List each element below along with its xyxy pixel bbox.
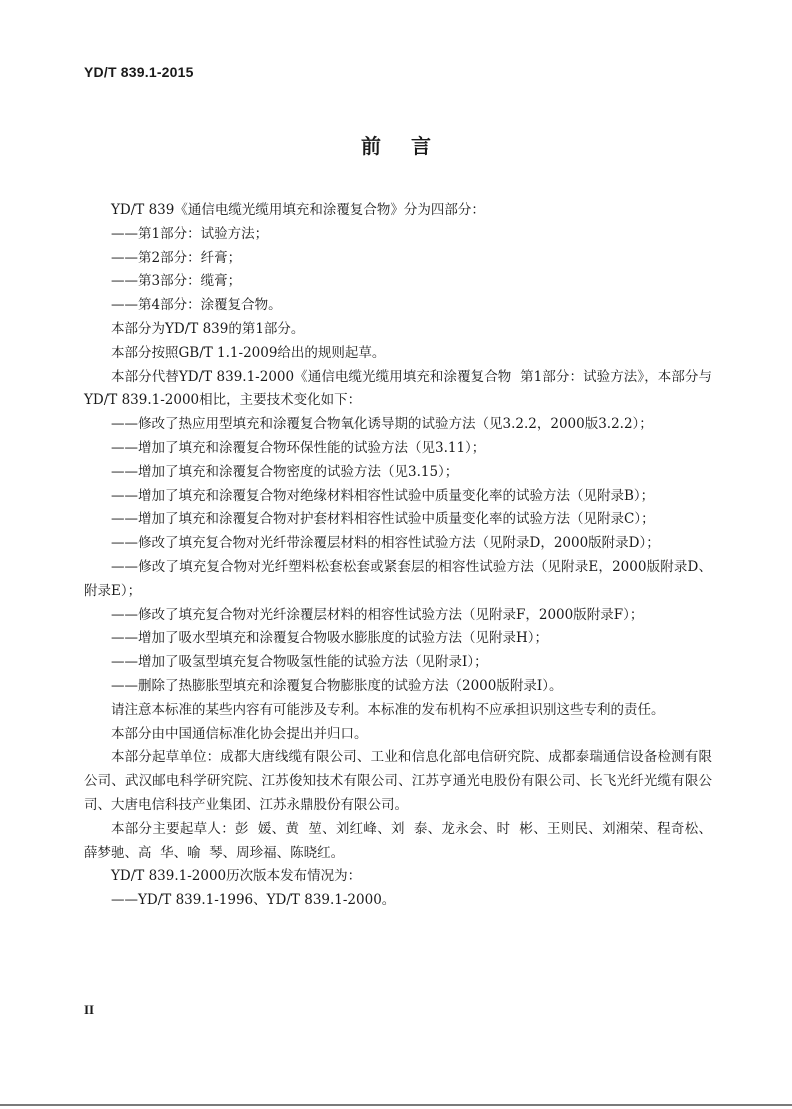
list-item: ——增加了吸水型填充和涂覆复合物吸水膨胀度的试验方法（见附录H）； <box>111 630 549 647</box>
page-number: II <box>84 1002 95 1017</box>
list-item: ——修改了填充复合物对光纤塑料松套松套或紧套层的相容性试验方法（见附录E，2000版附录D、附录E）； <box>84 558 712 599</box>
list-item: ——增加了填充和涂覆复合物对护套材料相容性试验中质量变化率的试验方法（见附录C）； <box>111 511 655 528</box>
paragraph: 本部分按照GB/T 1.1-2009给出的规则起草。 <box>111 344 386 361</box>
list-item: ——增加了吸氢型填充复合物吸氢性能的试验方法（见附录I）； <box>111 654 488 671</box>
list-item: ——第2部分：纤膏； <box>111 249 242 266</box>
paragraph: 请注意本标准的某些内容有可能涉及专利。本标准的发布机构不应承担识别这些专利的责任。 <box>111 701 665 718</box>
paragraph: YD/T 839.1-2000历次版本发布情况为： <box>111 868 362 885</box>
foreword-body <box>84 199 712 913</box>
page-title: 前言 <box>361 134 461 158</box>
paragraph: 本部分由中国通信标准化协会提出并归口。 <box>111 725 368 742</box>
document-code: YD/T 839.1-2015 <box>84 64 194 80</box>
paragraph: 本部分代替YD/T 839.1-2000《通信电缆光缆用填充和涂覆复合物 第1部分：试验方法》，本部分与YD/T 839.1-2000相比，主要技术变化如下： <box>84 368 712 409</box>
list-item: ——第1部分：试验方法； <box>111 225 269 242</box>
list-item: ——YD/T 839.1-1996、YD/T 839.1-2000。 <box>111 892 396 909</box>
list-item: ——第4部分：涂覆复合物。 <box>111 297 282 314</box>
paragraph: 本部分主要起草人：彭 媛、黄 堃、刘红峰、刘 泰、龙永会、时 彬、王则民、刘湘荣、程奇松、薛梦驰、高 华、喻 琴、周珍福、陈晓红。 <box>84 820 712 861</box>
list-item: ——修改了热应用型填充和涂覆复合物氧化诱导期的试验方法（见3.2.2，2000版3.2.2）； <box>111 416 653 433</box>
list-item: ——修改了填充复合物对光纤带涂覆层材料的相容性试验方法（见附录D，2000版附录D）； <box>111 535 660 552</box>
list-item: ——第3部分：缆膏； <box>111 273 242 290</box>
page-bottom-border <box>0 1104 792 1106</box>
list-item: ——增加了填充和涂覆复合物对绝缘材料相容性试验中质量变化率的试验方法（见附录B）； <box>111 487 655 504</box>
paragraph: 本部分为YD/T 839的第1部分。 <box>111 320 305 337</box>
list-item: ——增加了填充和涂覆复合物环保性能的试验方法（见3.11）； <box>111 439 486 456</box>
list-item: ——增加了填充和涂覆复合物密度的试验方法（见3.15）； <box>111 463 459 480</box>
list-item: ——删除了热膨胀型填充和涂覆复合物膨胀度的试验方法（2000版附录I）。 <box>111 677 563 694</box>
list-item: ——修改了填充复合物对光纤涂覆层材料的相容性试验方法（见附录F，2000版附录F）； <box>111 606 644 623</box>
paragraph: YD/T 839《通信电缆光缆用填充和涂覆复合物》分为四部分： <box>111 202 485 218</box>
paragraph: 本部分起草单位：成都大唐线缆有限公司、工业和信息化部电信研究院、成都泰瑞通信设备检测有限公司、武汉邮电科学研究院、江苏俊知技术有限公司、江苏亨通光电股份有限公司、长飞光纤光缆有限公司、大唐电信科技产业集团、江苏永鼎股份有限公司。 <box>84 749 712 813</box>
